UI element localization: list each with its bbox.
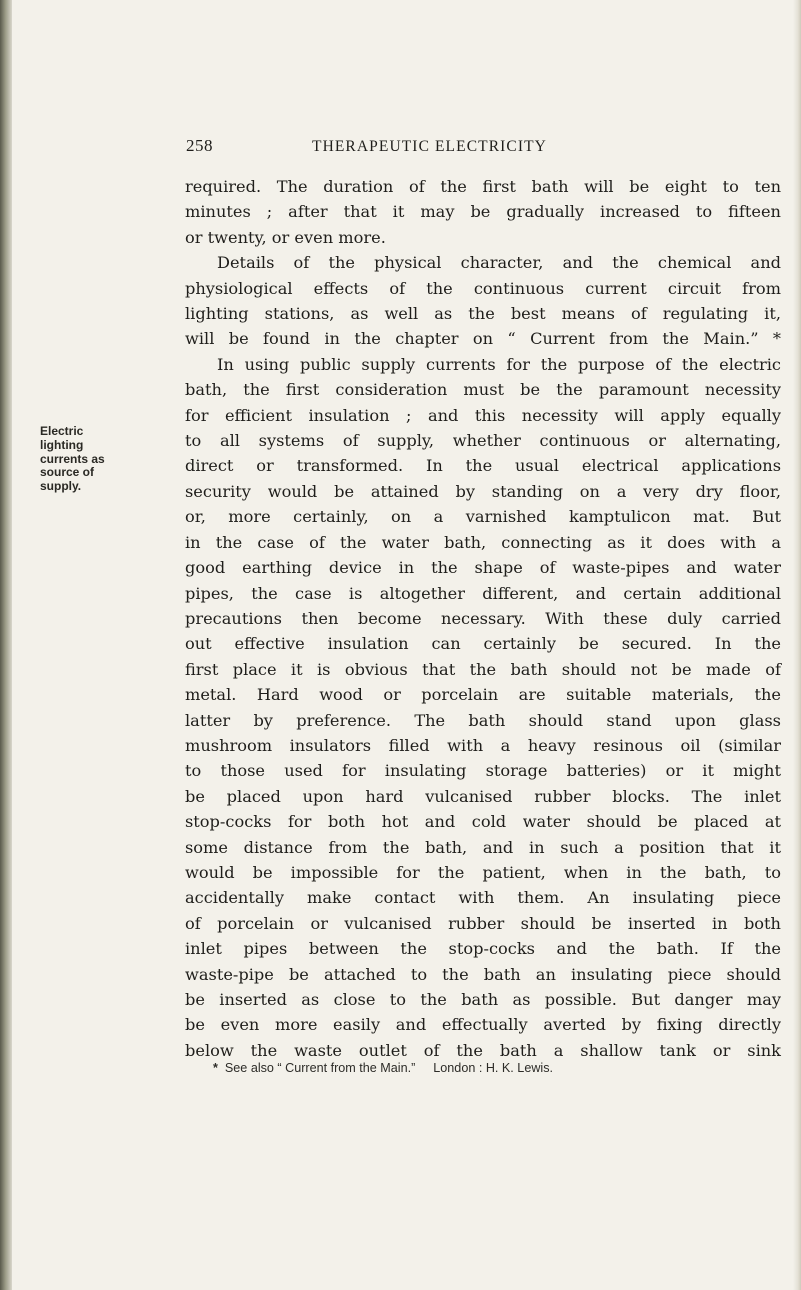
- text-line: will be found in the chapter on “ Current from the Main.” *: [185, 329, 781, 349]
- footnote-publisher: London : H. K. Lewis.: [433, 1061, 554, 1075]
- text-line: direct or transformed. In the usual electrical applications: [185, 456, 781, 476]
- text-line: below the waste outlet of the bath a shallow tank or sink: [185, 1040, 781, 1060]
- text-line: or twenty, or even more.: [185, 227, 386, 247]
- text-line: be placed upon hard vulcanised rubber blocks. The inlet: [185, 786, 781, 806]
- text-line: mushroom insulators filled with a heavy resinous oil (similar: [185, 735, 781, 755]
- page-number: 258: [186, 136, 213, 155]
- text-line: metal. Hard wood or porcelain are suitable materials, the: [185, 685, 781, 705]
- text-line: lighting stations, as well as the best means of regulating it,: [185, 304, 781, 324]
- margin-note-line: Electric: [40, 424, 84, 438]
- text-line: precautions then become necessary. With these duly carried: [185, 608, 781, 628]
- footnote-text: See also “ Current from the Main.”: [224, 1061, 416, 1075]
- footnote: [213, 1061, 773, 1075]
- text-line: inlet pipes between the stop-cocks and the bath. If the: [185, 939, 781, 959]
- text-line: of porcelain or vulcanised rubber should be inserted in both: [185, 913, 781, 933]
- text-line: minutes ; after that it may be gradually increased to fifteen: [185, 202, 781, 222]
- text-line: stop-cocks for both hot and cold water should be placed at: [185, 812, 781, 832]
- text-line: accidentally make contact with them. An insulating piece: [185, 888, 781, 908]
- text-line: bath, the first consideration must be the paramount necessity: [185, 380, 781, 400]
- footnote-marker: *: [213, 1061, 218, 1075]
- text-line: out effective insulation can certainly be secured. In the: [185, 634, 781, 654]
- running-title: THERAPEUTIC ELECTRICITY: [312, 138, 547, 155]
- text-line: required. The duration of the first bath will be eight to ten: [185, 177, 781, 196]
- margin-note: [40, 425, 114, 494]
- text-line: latter by preference. The bath should stand upon glass: [185, 710, 781, 730]
- margin-note-line: lighting: [40, 437, 84, 452]
- text-line: In using public supply currents for the purpose of the electric: [217, 354, 781, 374]
- text-line: good earthing device in the shape of waste-pipes and water: [185, 558, 781, 578]
- text-line: first place it is obvious that the bath should not be made of: [185, 659, 781, 679]
- page-header: [186, 136, 786, 160]
- body-text: [185, 174, 781, 1063]
- margin-note-line: supply.: [40, 479, 82, 494]
- text-line: or, more certainly, on a varnished kamptulicon mat. But: [185, 507, 781, 527]
- text-line: for efficient insulation ; and this necessity will apply equally: [185, 405, 781, 425]
- margin-note-line: currents as: [40, 451, 105, 466]
- text-line: security would be attained by standing on a very dry floor,: [185, 481, 781, 501]
- text-line: be even more easily and effectually averted by fixing directly: [185, 1015, 781, 1035]
- text-line: in the case of the water bath, connecting as it does with a: [185, 532, 781, 552]
- text-line: to those used for insulating storage batteries) or it might: [185, 761, 781, 781]
- margin-note-line: source of: [40, 465, 95, 480]
- text-line: pipes, the case is altogether different, and certain additional: [185, 583, 781, 603]
- text-line: Details of the physical character, and the chemical and: [217, 253, 781, 273]
- text-line: be inserted as close to the bath as possible. But danger may: [185, 990, 781, 1009]
- text-line: to all systems of supply, whether continuous or alternating,: [185, 431, 781, 451]
- text-line: physiological effects of the continuous current circuit from: [185, 278, 781, 298]
- text-line: waste-pipe be attached to the bath an insulating piece should: [185, 964, 781, 984]
- text-line: some distance from the bath, and in such a position that it: [185, 837, 781, 857]
- text-line: would be impossible for the patient, when in the bath, to: [185, 862, 781, 882]
